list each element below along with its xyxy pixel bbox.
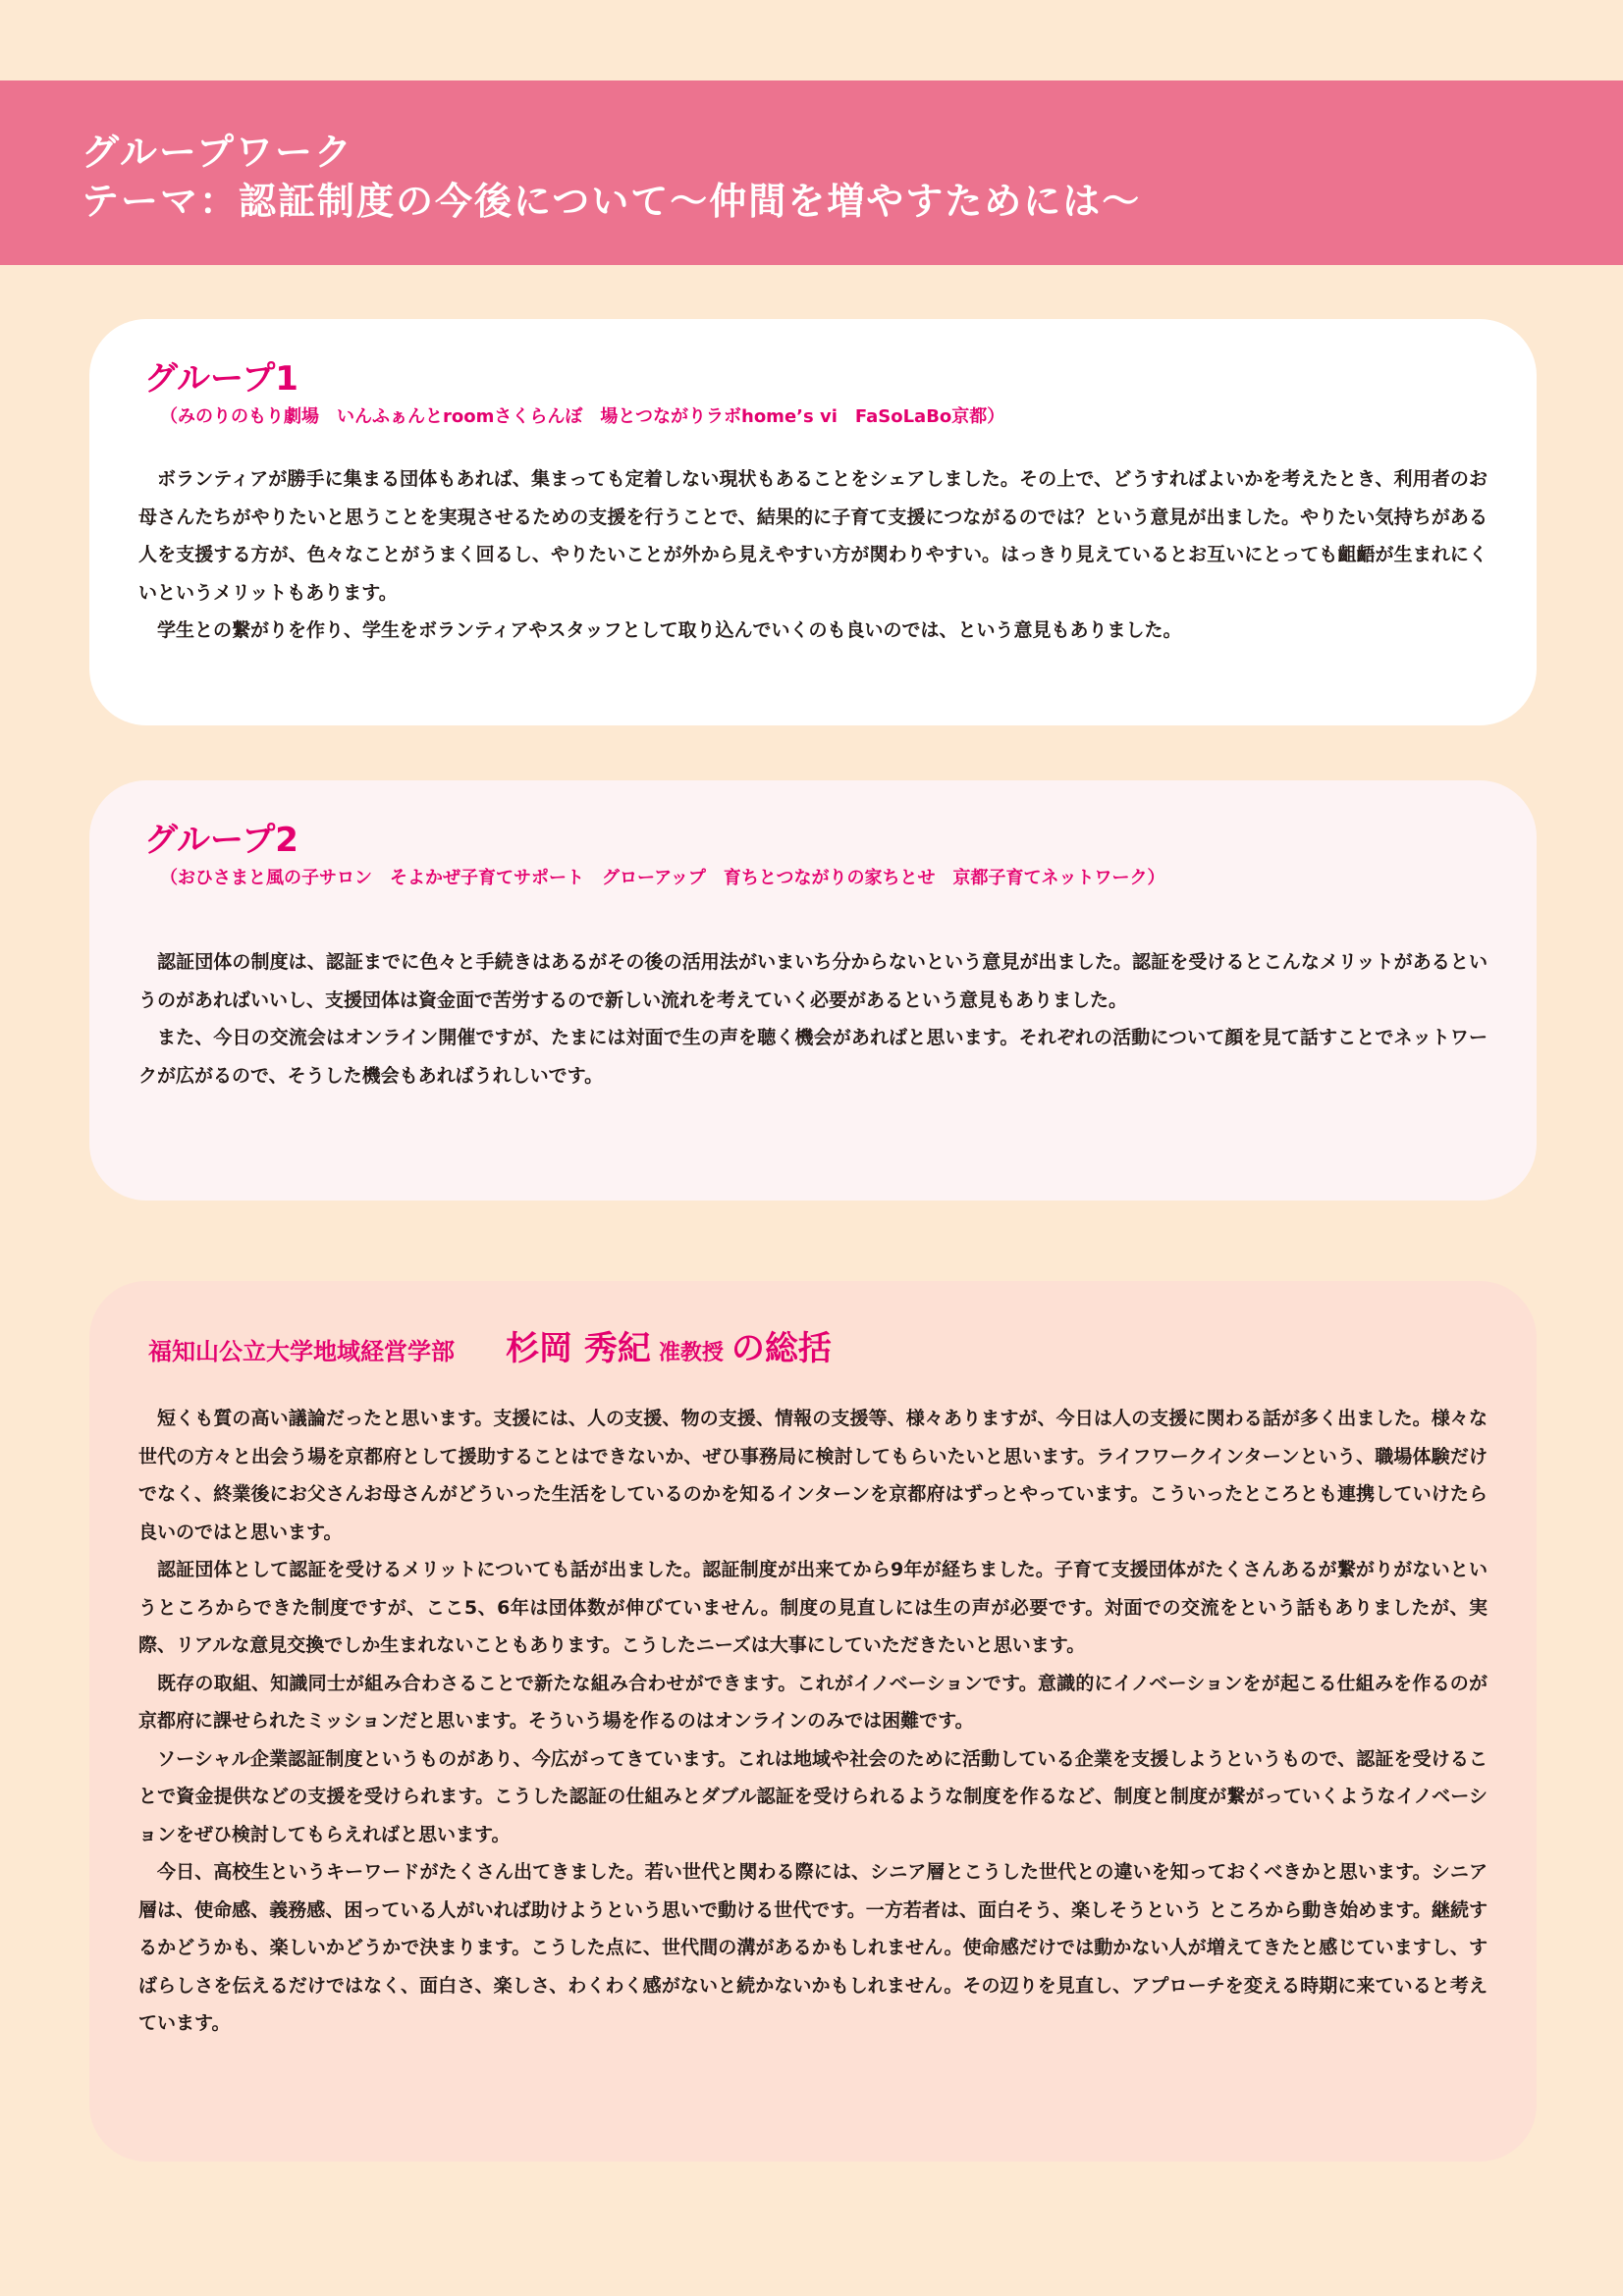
summary-paragraph: 認証団体として認証を受けるメリットについても話が出ました。認証制度が出来てから9年が経ちました。子育て支援団体がたくさんあるが繋がりがないというところからできた制度ですが、ここ5、6年は団体数が伸びていません。制度の見直しには生の声が必要です。対面での交流をという話もありましたが、実際、リアルな意見交換でしか生まれないこともあります。こうしたニーズは大事にしていただきたいと思います。 — [138, 1559, 1488, 1656]
group2-paragraph: 認証団体の制度は、認証までに色々と手続きはあるがその後の活用法がいまいち分からないという意見が出ました。認証を受けるとこんなメリットがあるというのがあればいいし、支援団体は資金面で苦労するので新しい流れを考えていく必要があるという意見もありました。 — [138, 951, 1488, 1011]
summary-body — [138, 1400, 1488, 2043]
group1-paragraph: ボランティアが勝手に集まる団体もあれば、集まっても定着しない現状もあることをシェアしました。その上で、どうすればよいかを考えたとき、利用者のお母さんたちがやりたいと思うことを実現させるための支援を行うことで、結果的に子育て支援につながるのでは？という意見が出ました。やりたい気持ちがある人を支援する方が、色々なことがうまく回るし、やりたいことが外から見えやすい方が関わりやすい。はっきり見えているとお互いにとっても齟齬が生まれにくいというメリットもあります。 — [138, 468, 1488, 604]
summary-university: 福知山公立大学地域経営学部 — [148, 1338, 455, 1365]
summary-heading — [148, 1325, 1488, 1378]
summary-heading-tail: の総括 — [730, 1329, 832, 1368]
group2-body — [138, 943, 1488, 1095]
summary-paragraph: 既存の取組、知識同士が組み合わさることで新たな組み合わせができます。これがイノベーションです。意識的にイノベーションをが起こる仕組みを作るのが京都府に課せられたミッションだと思います。そういう場を作るのはオンラインのみでは困難です。 — [138, 1672, 1488, 1732]
group1-members: （みのりのもり劇場 いんふぁんとroomさくらんぼ 場とつながりラボhome’s vi FaSoLaBo京都） — [160, 406, 1005, 427]
group1-card — [89, 319, 1537, 725]
theme-banner — [0, 80, 1623, 265]
summary-paragraph: ソーシャル企業認証制度というものがあり、今広がってきています。これは地域や社会のために活動している企業を支援しようというもので、認証を受けることで資金提供などの支援を受けられます。こうした認証の仕組みとダブル認証を受けられるような制度を作るなど、制度と制度が繋がっていくようなイノベーションをぜひ検討してもらえればと思います。 — [138, 1747, 1488, 1845]
group2-title: グループ2 — [144, 821, 298, 860]
summary-speaker-rank: 准教授 — [658, 1341, 724, 1365]
group1-title: グループ1 — [144, 359, 298, 399]
summary-paragraph: 今日、高校生というキーワードがたくさん出てきました。若い世代と関わる際には、シニア層とこうした世代との違いを知っておくべきかと思います。シニア層は、使命感、義務感、困っている人がいれば助けようという思いで動ける世代です。一方若者は、面白そう、楽しそうという ところから動き始めます。継続するかどうかも、楽しいかどうかで決まります。こうした点に、世代間の溝があるかもしれません。使命感だけでは動かない人が増えてきたと感じていますし、すばらしさを伝えるだけではなく、面白さ、楽しさ、わくわく感がないと続かないかもしれません。その辺りを見直し、アプローチを変える時期に来ていると考えています。 — [138, 1861, 1488, 2034]
banner-title: グループワーク — [81, 131, 353, 174]
banner-theme: テーマ：認証制度の今後について～仲間を増やすためには～ — [81, 180, 1142, 223]
group1-body — [138, 460, 1488, 650]
summary-card — [89, 1281, 1537, 2162]
group2-card — [89, 780, 1537, 1201]
group2-paragraph: また、今日の交流会はオンライン開催ですが、たまには対面で生の声を聴く機会があればと思います。それぞれの活動について顔を見て話すことでネットワークが広がるので、そうした機会もあればうれしいです。 — [138, 1027, 1488, 1087]
summary-speaker-name: 杉岡 秀紀 — [506, 1329, 651, 1368]
group2-members: （おひさまと風の子サロン そよかぜ子育てサポート グローアップ 育ちとつながりの家ちとせ 京都子育てネットワーク） — [160, 868, 1165, 888]
summary-paragraph: 短くも質の高い議論だったと思います。支援には、人の支援、物の支援、情報の支援等、様々ありますが、今日は人の支援に関わる話が多く出ました。様々な世代の方々と出会う場を京都府として援助することはできないか、ぜひ事務局に検討してもらいたいと思います。ライフワークインターンという、職場体験だけでなく、終業後にお父さんお母さんがどういった生活をしているのかを知るインターンを京都府はずっとやっています。こういったところとも連携していけたら良いのではと思います。 — [138, 1408, 1488, 1543]
group1-paragraph: 学生との繋がりを作り、学生をボランティアやスタッフとして取り込んでいくのも良いのでは、という意見もありました。 — [157, 619, 1182, 641]
